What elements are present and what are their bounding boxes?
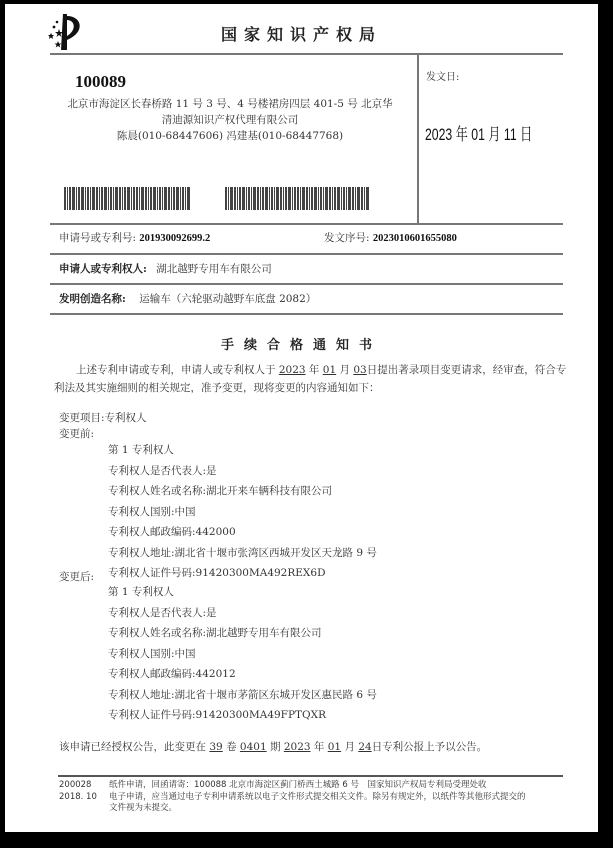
footer-line-2: 电子申请，应当通过电子专利申请系统以电子文件形式提交相关文件。除另有规定外，以纸件等其他形式提交的 [109, 791, 526, 802]
barcode-1 [64, 187, 190, 210]
para-text: 上述专利申请或专利，申请人或专利权人于 [76, 364, 276, 376]
year-char: 年 [308, 364, 320, 376]
doc-serial: 2023010601655080 [372, 233, 457, 244]
after-line: 专利权人国别:中国 [108, 647, 196, 660]
before-line: 专利权人是否代表人:是 [108, 464, 217, 477]
footer-divider [58, 775, 563, 777]
after-label: 变更后: [59, 571, 95, 583]
barcode-2 [225, 187, 369, 210]
announcement [59, 739, 487, 754]
change-item: 变更项目:专利权人 [59, 412, 147, 424]
announce-volume: 39 [209, 741, 223, 753]
invention-row [59, 291, 316, 306]
doc-serial-label: 发文序号: [324, 232, 370, 244]
address-line-1: 北京市海淀区长春桥路 11 号 3 号、4 号楼裙房四层 401-5 号 北京华 [67, 98, 393, 110]
document-page [5, 4, 598, 832]
doc-serial-row [324, 230, 457, 245]
applicant: 湖北越野专用车有限公司 [156, 263, 272, 275]
announce-month: 01 [327, 741, 342, 753]
application-number: 201930092699.2 [139, 233, 211, 244]
request-day: 03 [353, 364, 367, 376]
issue-char: 期 [269, 741, 281, 753]
after-line: 专利权人是否代表人:是 [108, 606, 217, 619]
footer-notes [109, 780, 569, 815]
recipient-postcode: 100089 [75, 72, 126, 91]
header-divider [50, 53, 563, 55]
after-line: 专利权人证件号码:91420300MA49FPTQXR [108, 709, 327, 721]
row-divider [50, 223, 563, 225]
row-divider [50, 253, 563, 255]
before-line: 专利权人国别:中国 [108, 505, 196, 518]
after-list [108, 582, 377, 726]
form-code-number: 200028 [59, 780, 92, 790]
row-divider [50, 283, 563, 285]
after-line: 专利权人邮政编码:442012 [108, 668, 236, 680]
address-line-2: 清迪源知识产权代理有限公司 [161, 114, 299, 126]
applicant-row [59, 261, 272, 276]
year-char: 年 [313, 741, 325, 753]
invention-title: 运输车（六轮驱动越野车底盘 2082） [139, 293, 317, 305]
notice-paragraph [54, 361, 569, 397]
before-list [108, 440, 377, 584]
before-line: 专利权人证件号码:91420300MA492REX6D [108, 567, 326, 579]
contacts: 陈晨(010-68447606) 冯建基(010-68447768) [116, 130, 344, 142]
after-line: 第 1 专利权人 [108, 586, 174, 598]
after-line: 专利权人姓名或名称:湖北越野专用车有限公司 [108, 627, 322, 639]
before-line: 专利权人姓名或名称:湖北开来车辆科技有限公司 [108, 485, 333, 497]
office-name: 国家知识产权局 [220, 25, 382, 44]
month-char: 月 [344, 741, 355, 753]
form-code-date: 2018. 10 [59, 791, 97, 802]
vol-char: 卷 [226, 741, 237, 753]
form-code [59, 780, 97, 803]
after-line: 专利权人地址:湖北省十堰市茅箭区东城开发区惠民路 6 号 [108, 688, 377, 701]
recipient-address [35, 96, 425, 144]
issue-date: 2023 年 01 月 11 日 [425, 125, 533, 144]
announce-text: 日专利公报上予以公告。 [371, 741, 488, 753]
request-month: 01 [322, 364, 337, 376]
issue-date-label: 发文日: [426, 72, 460, 83]
before-line: 专利权人邮政编码:442000 [108, 526, 236, 538]
request-year: 2023 [278, 364, 306, 376]
applicant-label: 申请人或专利权人: [59, 263, 147, 275]
before-label: 变更前: [59, 428, 95, 440]
footer-line-1: 纸件申请，回函请寄：100088 北京市海淀区蓟门桥西土城路 6 号 国家知识产权局专利局受理处收 [109, 780, 487, 790]
before-line: 专利权人地址:湖北省十堰市张湾区西城开发区天龙路 9 号 [108, 546, 377, 559]
para-text: 日提出著录项目变更请求，经审查，符合专利法及其实施细则的相关规定，准予变更，现将变更的内容通知如下： [54, 364, 567, 394]
announce-issue: 0401 [239, 741, 267, 753]
invention-label: 发明创造名称: [59, 293, 126, 305]
announce-text: 该申请已经授权公告，此变更在 [59, 741, 206, 753]
notice-title: 手续合格通知书 [220, 338, 382, 353]
month-char: 月 [339, 364, 350, 376]
footer-line-3: 文件视为未提交。 [109, 803, 178, 813]
before-line: 第 1 专利权人 [108, 444, 174, 456]
row-divider [50, 313, 563, 315]
application-number-label: 申请号或专利号: [59, 232, 137, 244]
announce-day: 24 [358, 741, 372, 753]
application-number-row [59, 230, 210, 245]
announce-year: 2023 [283, 741, 311, 753]
